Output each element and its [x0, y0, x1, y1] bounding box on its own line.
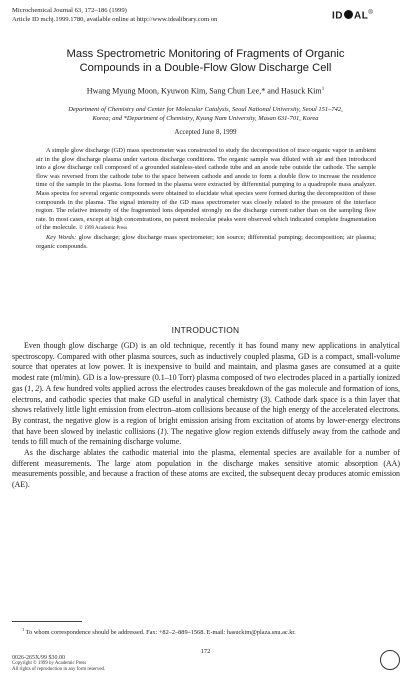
intro-paragraph-2: As the discharge ablates the cathodic material into the plasma, elemental species are available for a number of different measurements. The large atom population in the discharge makes sensitive atomic absorption (AA) measurements possible, and because a fraction of these atoms are excited, the subsequent decay produces atomic emission (AE). — [12, 448, 400, 490]
publisher-copyright: Copyright © 1999 by Academic Press — [12, 661, 87, 666]
abstract-text: A simple glow discharge (GD) mass spectrometer was constructed to study the decomposition of trace organic vapor in ambient air in the glow discharge plasma under various discharge conditions. The organic sample was diluted with air and then introduced into a glow discharge cell composed of a grounded stainless-steel cathode tube and an anode tube outside the cathode. The sample flow was reversed from the cathode tube to the space between cathode and anode to form a double flow to increase the residence time of the sample in the plasma. Ions formed in the plasma were extracted by differential pumping to a quadrupole mass analyzer. Mass spectra for several organic compounds were obtained to elucidate what species were formed during the decomposition of these compounds in the plasma. The signal intensity of the GD mass spectrometer was closely related to the pressure of the interface region. The relative intensity of the fragmented ions depended strongly on the discharge current rather than on the sampling flow rate. In most cases, except at high concentrations, no parent molecular peaks were observed which indicated complete fragmentation of the molecule. — [36, 147, 376, 232]
intro-paragraph-1 — [12, 341, 400, 448]
introduction-body — [12, 341, 400, 491]
citation-ref[interactable]: 2 — [35, 383, 40, 393]
ideal-logo — [332, 10, 373, 21]
citation-ref[interactable]: 1 — [27, 383, 32, 393]
registered-mark: ® — [368, 10, 374, 16]
affiliation-line-1: Department of Chemistry and Center for Molecular Catalysis, Seoul National University, Seoul 151–742, — [68, 106, 343, 113]
citation-ref[interactable]: 3 — [263, 394, 268, 404]
intro-p1-part-a: Even though glow discharge (GD) is an old technique, recently it has found many new applications in analytical spectroscopy. Compared with other plasma sources, such as inductively coupled plasma, GD is a compact, small-volume source that operates at low power. It is inexpensive to build and maintain, and plasma gases are consumed at a quite modest rate (ml/min). GD is a low-pressure (0.1–10 Torr) plasma composed of two electrodes placed in a partially ionized gas ( — [12, 341, 400, 393]
journal-header — [12, 6, 217, 24]
intro-p1-part-b: ). A few hundred volts applied across the electrodes causes breakdown of the gas molecule and formation of ions, electrons, and cathodic species that make GD useful in analytical chemistry ( — [12, 383, 400, 404]
journal-citation: Microchemical Journal 63, 172–186 (1999) — [12, 7, 127, 14]
authors-text: Hwang Myung Moon, Kyuwon Kim, Sang Chun Lee,* and Hasuck Kim — [86, 86, 322, 96]
title-line-1: Mass Spectrometric Monitoring of Fragments of Organic — [66, 48, 345, 60]
logo-text-left: ID — [332, 10, 343, 22]
article-id-line: Article ID mchj.1999.1780, available online at http://www.idealibrary.com on — [12, 16, 218, 23]
abstract-copyright: © 1999 Academic Press — [78, 226, 128, 232]
publisher-emblem-icon — [380, 650, 400, 670]
citation-separator: , — [31, 383, 36, 393]
correspondence-footnote — [12, 626, 402, 637]
article-title — [0, 47, 411, 75]
author-list — [0, 84, 411, 97]
abstract — [36, 147, 376, 251]
footnote-mark: 1 — [22, 627, 25, 632]
intro-p1-part-d: ). The negative glow region extends diffusely away from the cathode and tends to fill much of the remaining discharge volume. — [12, 426, 400, 447]
publisher-info — [12, 655, 105, 673]
affiliations — [22, 105, 389, 123]
keywords — [36, 234, 376, 251]
footnote-text: To whom correspondence should be addressed. Fax: +82–2–889–1568. E-mail: hasuckim@plaza.snu.ac.kr. — [24, 629, 296, 637]
affiliation-line-2: Korea; and *Department of Chemistry, Kyung Nam University, Masan 631-701, Korea — [92, 115, 319, 123]
issn-price: 0026-265X/99 $30.00 — [12, 655, 65, 661]
keywords-text: glow discharge; glow discharge mass spectrometer; ion source; differential pumping; decomposition; air plasma; organic compounds. — [36, 233, 376, 250]
title-line-2: Compounds in a Double-Flow Glow Discharge Cell — [79, 62, 332, 74]
section-heading-introduction: INTRODUCTION — [171, 325, 240, 335]
author-footnote-mark: 1 — [321, 87, 325, 92]
keywords-label: Key Words: — [46, 233, 77, 241]
abstract-paragraph — [36, 147, 376, 234]
intro-p1-part-c: ). Cathode dark space is a thin layer that shows relatively little light emission from electron–atom collisions because of the high energy of the accelerated electrons. By contrast, the negative glow is a region of bright emission arising from excitation of atoms by lower-energy electrons that have been slowed by inelastic collisions ( — [12, 394, 400, 436]
page-number: 172 — [200, 648, 211, 655]
citation-ref[interactable]: 1 — [160, 426, 165, 436]
rights-reserved: All rights of reproduction in any form reserved. — [12, 667, 106, 672]
logo-text-right: AL — [354, 10, 369, 22]
logo-eye-icon — [344, 10, 353, 19]
accepted-date: Accepted June 8, 1999 — [174, 129, 237, 136]
footnote-divider — [12, 621, 82, 622]
